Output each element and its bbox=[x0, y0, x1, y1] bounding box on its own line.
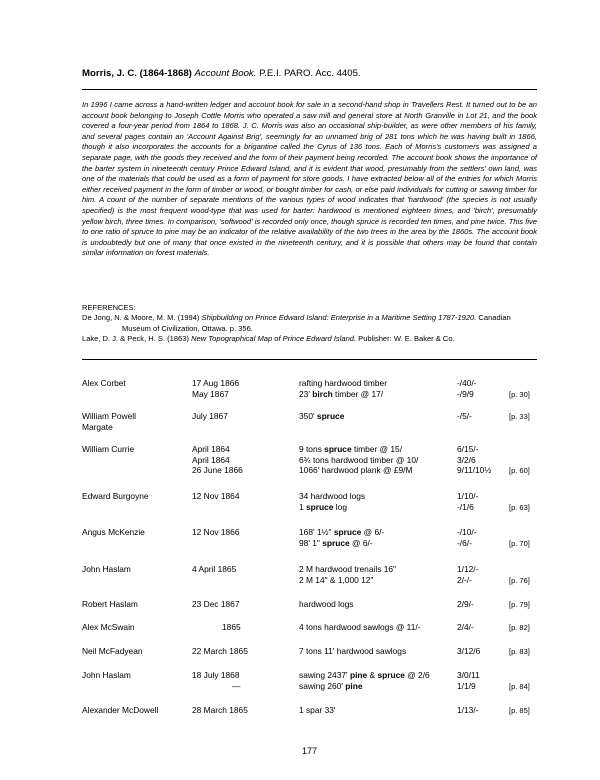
entry-date: July 1867 bbox=[192, 411, 228, 421]
entry-amount: -/40/- -/9/9 bbox=[457, 378, 477, 399]
entry-amount: 3/0/11 1/1/9 bbox=[457, 670, 480, 691]
entry-page-ref: [p. 76] bbox=[509, 575, 530, 585]
entry-item: 9 tons spruce timber @ 15/ 6¾ tons hardwood timber @ 10/ 1066' hardwood plank @ £9/M bbox=[299, 444, 419, 476]
entry-page-ref: [p. 30] bbox=[509, 389, 530, 399]
entry-name: Alexander McDowell bbox=[82, 705, 159, 715]
page-number: 177 bbox=[301, 746, 318, 756]
entry-amount: -/5/- bbox=[457, 411, 472, 421]
entry-page-ref: [p. 70] bbox=[509, 538, 530, 548]
entry-date: 22 March 1865 bbox=[192, 646, 248, 656]
entry-name: Alex McSwain bbox=[82, 622, 135, 632]
entry-page-ref: [p. 82] bbox=[509, 623, 530, 632]
entry-name: John Haslam bbox=[82, 564, 131, 574]
author-year: Morris, J. C. (1864-1868) bbox=[82, 68, 192, 79]
reference-item: Lake, D. J. & Peck, H. S. (1863) New Topographical Map of Prince Edward Island. Publisher: W. E. Baker & Co. bbox=[82, 333, 455, 343]
entry-date: April 1864 April 1864 26 June 1866 bbox=[192, 444, 243, 476]
entry-item: sawing 2437' pine & spruce @ 2/6 sawing 260' pine bbox=[299, 670, 430, 691]
entry-amount: 3/12/6 bbox=[457, 646, 481, 656]
entry-date: 4 April 1865 bbox=[192, 564, 237, 574]
entry-name: William Currie bbox=[82, 444, 135, 454]
entry-page-ref: [p. 63] bbox=[509, 502, 530, 512]
entry-page-ref: [p. 79] bbox=[509, 600, 530, 609]
abstract-paragraph: In 1996 I came across a hand-written ledger and account book for sale in a second-hand shop in Travellers Rest. It turned out to be an account book belonging to Joseph Cottle Morris who operated a saw mill and general store at North Granville in Lot 21, and the book covered a four-year period from 1864 to 1868. J. C. Morris was also an occasional ship-builder, as were other members of his family, and several pages contain an 'Account Against Brig', seemingly for an unnamed brig of 281 tons which he was having built in 1866, though it also incorporates the accounts for a brigantine called the Cyrus of 136 tons. Each of Morris's customers was assigned a separate page, with the goods they received and the form of their payment being recorded. The account book shows the importance of the barter system in nineteenth century Prince Edward Island, and it is evident that wood, presumably from the settlers' own land, was one of the materials that could be used as a form of payment for store goods. I have extracted below all of the entries for which Morris either received payment in the form of timber or wood, or bought timber for cash, or else paid individuals for cutting or sawing timber for him. A count of the number of separate mentions of the various types of wood indicates that 'hardwood' (the species is not usually specified) is the most frequent wood-type that was used for barter: hardwood is mentioned eighteen times, and 'birch', presumably yellow birch, three times. In comparison, 'softwood' is recorded only once, though spruce is recorded ten times, and pine twice. This five to one ratio of spruce to pine may be an indicator of the relative availability of the two trees in the area by the 1860s. The account book is undoubtedly but one of many that once existed in the nineteenth century, and it is possible that others may be found that contain similar information on forest materials. bbox=[82, 100, 537, 258]
entry-item: 168' 1½" spruce @ 6/- 98' 1" spruce @ 6/- bbox=[299, 527, 385, 548]
entry-item: 350' spruce bbox=[299, 411, 345, 421]
book-title: Account Book. bbox=[194, 68, 257, 79]
entry-item: 2 M hardwood trenails 16" 2 M 14" & 1,000 12" bbox=[299, 564, 397, 585]
entry-date: 18 July 1868 — bbox=[192, 670, 241, 691]
entry-item: rafting hardwood timber 23' birch timber @ 17/ bbox=[299, 378, 387, 399]
entry-amount: 1/13/- bbox=[457, 705, 479, 715]
entry-page-ref: [p. 85] bbox=[509, 706, 530, 715]
entry-item: 1 spar 33' bbox=[299, 705, 336, 715]
entry-item: 34 hardwood logs 1 spruce log bbox=[299, 491, 366, 512]
entry-item: 7 tons 11' hardwood sawlogs bbox=[299, 646, 407, 656]
entry-item: 4 tons hardwood sawlogs @ 11/- bbox=[299, 622, 421, 632]
entry-amount: 2/4/- bbox=[457, 622, 474, 632]
references-heading: REFERENCES: bbox=[82, 303, 136, 312]
entry-date: 28 March 1865 bbox=[192, 705, 248, 715]
entry-name: Robert Haslam bbox=[82, 599, 138, 609]
entry-date: 1865 bbox=[222, 622, 241, 632]
reference-item: De Jong, N. & Moore, M. M. (1994) Shipbuilding on Prince Edward Island: Enterprise in a Maritime Setting 1787-1920. Canadian Museum of Civilization, Ottawa. p. 356. bbox=[82, 313, 511, 333]
entry-page-ref: [p. 83] bbox=[509, 647, 530, 656]
section-rule bbox=[82, 359, 537, 360]
archive-source: P.E.I. PARO. Acc. 4405. bbox=[259, 68, 361, 79]
entry-name: John Haslam bbox=[82, 670, 131, 680]
entry-page-ref: [p. 60] bbox=[509, 466, 530, 476]
entry-item: hardwood logs bbox=[299, 599, 354, 609]
entry-name: Alex Corbet bbox=[82, 378, 126, 388]
entry-name: William Powell Margate bbox=[82, 411, 136, 432]
entry-name: Angus McKenzie bbox=[82, 527, 145, 537]
entry-name: Neil McFadyean bbox=[82, 646, 143, 656]
entry-amount: -/10/- -/6/- bbox=[457, 527, 477, 548]
citation-header bbox=[82, 68, 361, 79]
entry-date: 12 Nov 1864 bbox=[192, 491, 240, 501]
entry-page-ref: [p. 84] bbox=[509, 681, 530, 691]
entry-amount: 6/15/- 3/2/6 9/11/10½ bbox=[457, 444, 492, 476]
entry-page-ref: [p. 33] bbox=[509, 412, 530, 421]
entry-amount: 2/9/- bbox=[457, 599, 474, 609]
entry-name: Edward Burgoyne bbox=[82, 491, 149, 501]
references-section bbox=[82, 303, 537, 344]
entry-date: 23 Dec 1867 bbox=[192, 599, 240, 609]
top-rule bbox=[82, 89, 537, 90]
entry-date: 17 Aug 1866 May 1867 bbox=[192, 378, 240, 399]
entry-amount: 1/10/- -/1/6 bbox=[457, 491, 479, 512]
entry-date: 12 Nov 1866 bbox=[192, 527, 240, 537]
entry-amount: 1/12/- 2/-/- bbox=[457, 564, 479, 585]
